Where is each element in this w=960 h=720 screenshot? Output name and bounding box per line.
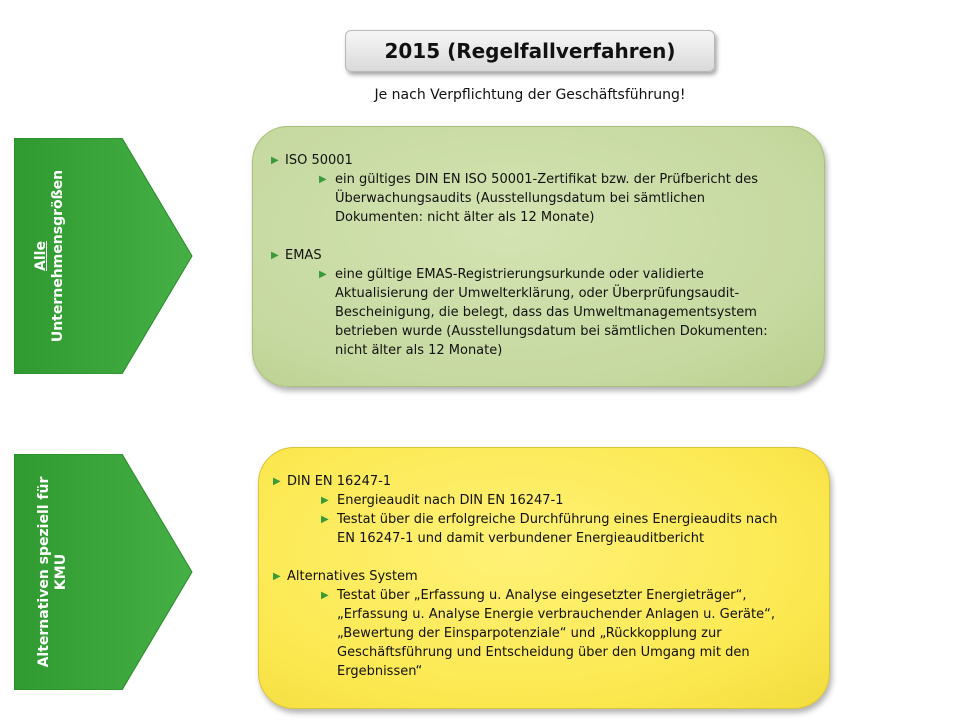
sub-item — [273, 510, 809, 548]
list-item — [273, 567, 809, 586]
list-item — [273, 472, 809, 491]
title-box — [345, 30, 715, 72]
panel-alternatives-kmu — [258, 447, 830, 709]
text-line: Testat über „Erfassung u. Analyse eingesetzter Energieträger“, — [337, 588, 747, 603]
text-line: Bescheinigung, die belegt, dass das Umweltmanagementsystem — [335, 305, 757, 320]
triangle-bullet-icon: ▶ — [273, 571, 281, 582]
triangle-bullet-icon: ▶ — [321, 590, 329, 601]
arrow-label — [33, 146, 67, 366]
section-heading: Alternatives System — [287, 569, 418, 584]
list-item — [271, 151, 804, 170]
triangle-bullet-icon: ▶ — [319, 269, 327, 280]
text-line: betrieben wurde (Ausstellungsdatum bei sämtlichen Dokumenten: — [335, 324, 768, 339]
text-line: „Erfassung u. Analyse Energie verbrauchender Anlagen u. Geräte“, — [337, 607, 775, 622]
triangle-bullet-icon: ▶ — [321, 495, 329, 506]
text-line: Überwachungsaudits (Ausstellungsdatum bei sämtlichen — [335, 191, 705, 206]
text-line: Ergebnissen“ — [337, 664, 423, 679]
triangle-bullet-icon: ▶ — [271, 155, 279, 166]
text-line: nicht älter als 12 Monate) — [335, 343, 503, 358]
text-line: ein gültiges DIN EN ISO 50001-Zertifikat bzw. der Prüfbericht des — [335, 172, 758, 187]
triangle-bullet-icon: ▶ — [273, 476, 281, 487]
triangle-bullet-icon: ▶ — [321, 514, 329, 525]
list-item — [271, 246, 804, 265]
arrow-label-line2: Unternehmensgrößen — [50, 169, 66, 343]
text-line: Energieaudit nach DIN EN 16247-1 — [337, 493, 564, 508]
page-title: 2015 (Regelfallverfahren) — [384, 39, 676, 63]
text-line: Aktualisierung der Umwelterklärung, oder Überprüfungsaudit- — [335, 286, 740, 301]
triangle-bullet-icon: ▶ — [271, 250, 279, 261]
text-line: Geschäftsführung und Entscheidung über den Umgang mit den — [337, 645, 750, 660]
arrow-alternatives-kmu — [14, 454, 196, 690]
text-line: eine gültige EMAS-Registrierungsurkunde oder validierte — [335, 267, 704, 282]
triangle-bullet-icon: ▶ — [319, 174, 327, 185]
arrow-all-companies — [14, 138, 196, 374]
section-heading: EMAS — [285, 248, 322, 263]
arrow-label — [36, 457, 70, 687]
sub-item — [271, 170, 804, 227]
panel-all-companies — [252, 126, 825, 387]
section-heading: ISO 50001 — [285, 153, 353, 168]
text-line: Testat über die erfolgreiche Durchführung eines Energieaudits nach — [337, 512, 778, 527]
arrow-label-line2: KMU — [53, 553, 69, 591]
sub-item — [273, 586, 809, 681]
sub-item — [273, 491, 809, 510]
text-line: „Bewertung der Einsparpotenziale“ und „Rückkopplung zur — [337, 626, 722, 641]
subtitle: Je nach Verpflichtung der Geschäftsführung! — [374, 87, 686, 103]
sub-item — [271, 265, 804, 360]
arrow-label-line1: Alternativen speziell für — [36, 476, 52, 668]
text-line: EN 16247-1 und damit verbundener Energieauditbericht — [337, 531, 705, 546]
text-line: Dokumenten: nicht älter als 12 Monate) — [335, 210, 595, 225]
arrow-label-line1: Alle — [33, 241, 49, 271]
section-heading: DIN EN 16247-1 — [287, 474, 392, 489]
